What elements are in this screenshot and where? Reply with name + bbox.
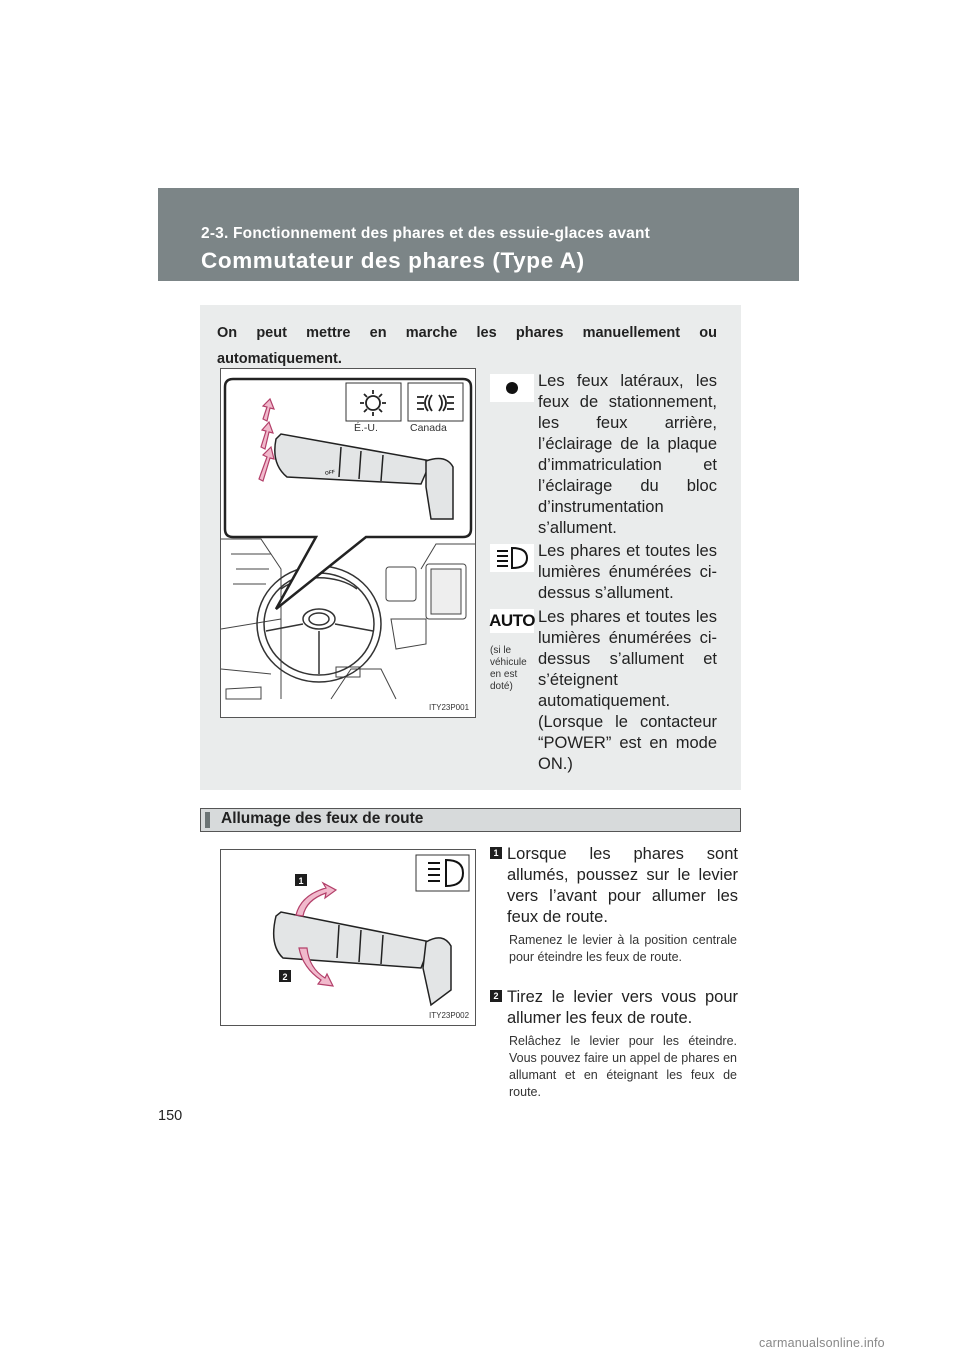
- mode-text: Les phares et toutes les lumières énumérées ci-dessus s’allument.: [538, 542, 717, 602]
- subheader-title: Allumage des feux de route: [221, 810, 424, 827]
- high-beam-figure: [220, 849, 476, 1026]
- auto-availability-note: (si le véhicule en est doté): [490, 645, 527, 692]
- footer-watermark[interactable]: carmanualsonline.info: [759, 1336, 885, 1350]
- switch-off-label: OFF: [324, 469, 336, 477]
- subheader-bar: [205, 812, 210, 828]
- page-number: 150: [158, 1108, 183, 1124]
- step-note: Relâchez le levier pour les éteindre. Vous pouvez faire un appel de phares en allumant et en éteignant les feux de route.: [509, 1034, 737, 1099]
- step-text: Tirez le levier vers vous pour allumer les feux de route.: [507, 988, 738, 1027]
- section-label: 2-3. Fonctionnement des phares et des essuie-glaces avant: [201, 225, 650, 242]
- svg-text:2: 2: [282, 972, 288, 982]
- page-title: Commutateur des phares (Type A): [201, 248, 585, 273]
- step-text: Lorsque les phares sont allumés, poussez sur le levier vers l’avant pour allumer les feux de route.: [507, 845, 738, 926]
- section-subheader: [200, 808, 741, 832]
- high-beam-illustration: [221, 850, 475, 1025]
- headlight-switch-figure: [220, 368, 476, 718]
- auto-icon: AUTO: [490, 609, 534, 633]
- intro-text: On peut mettre en marche les phares manuellement ou automatiquement.: [217, 325, 717, 367]
- figure-code: ITY23P001: [429, 703, 470, 712]
- svg-text:1: 1: [298, 876, 304, 886]
- headlight-icon: [490, 544, 534, 572]
- step-note: Ramenez le levier à la position centrale pour éteindre les feux de route.: [509, 933, 737, 964]
- mode-text: Les phares et toutes les lumières énumérées ci-dessus s’allument et s’éteignent automatiquement. (Lorsque le contacteur “POWER” est en mode ON.): [538, 608, 717, 773]
- chapter-header: [158, 188, 799, 281]
- side-lights-dot-icon: [490, 374, 534, 402]
- label-us: É.-U.: [354, 422, 378, 434]
- mode-text: Les feux latéraux, les feux de stationnement, les feux arrière, l’éclairage de la plaque d’immatriculation et l’éclairage du bloc d’instrumentation s’allument.: [538, 372, 717, 537]
- step-number-badge: 2: [490, 990, 502, 1002]
- label-canada: Canada: [410, 422, 447, 434]
- figure-code: ITY23P002: [429, 1011, 470, 1020]
- step-number-badge: 1: [490, 847, 502, 859]
